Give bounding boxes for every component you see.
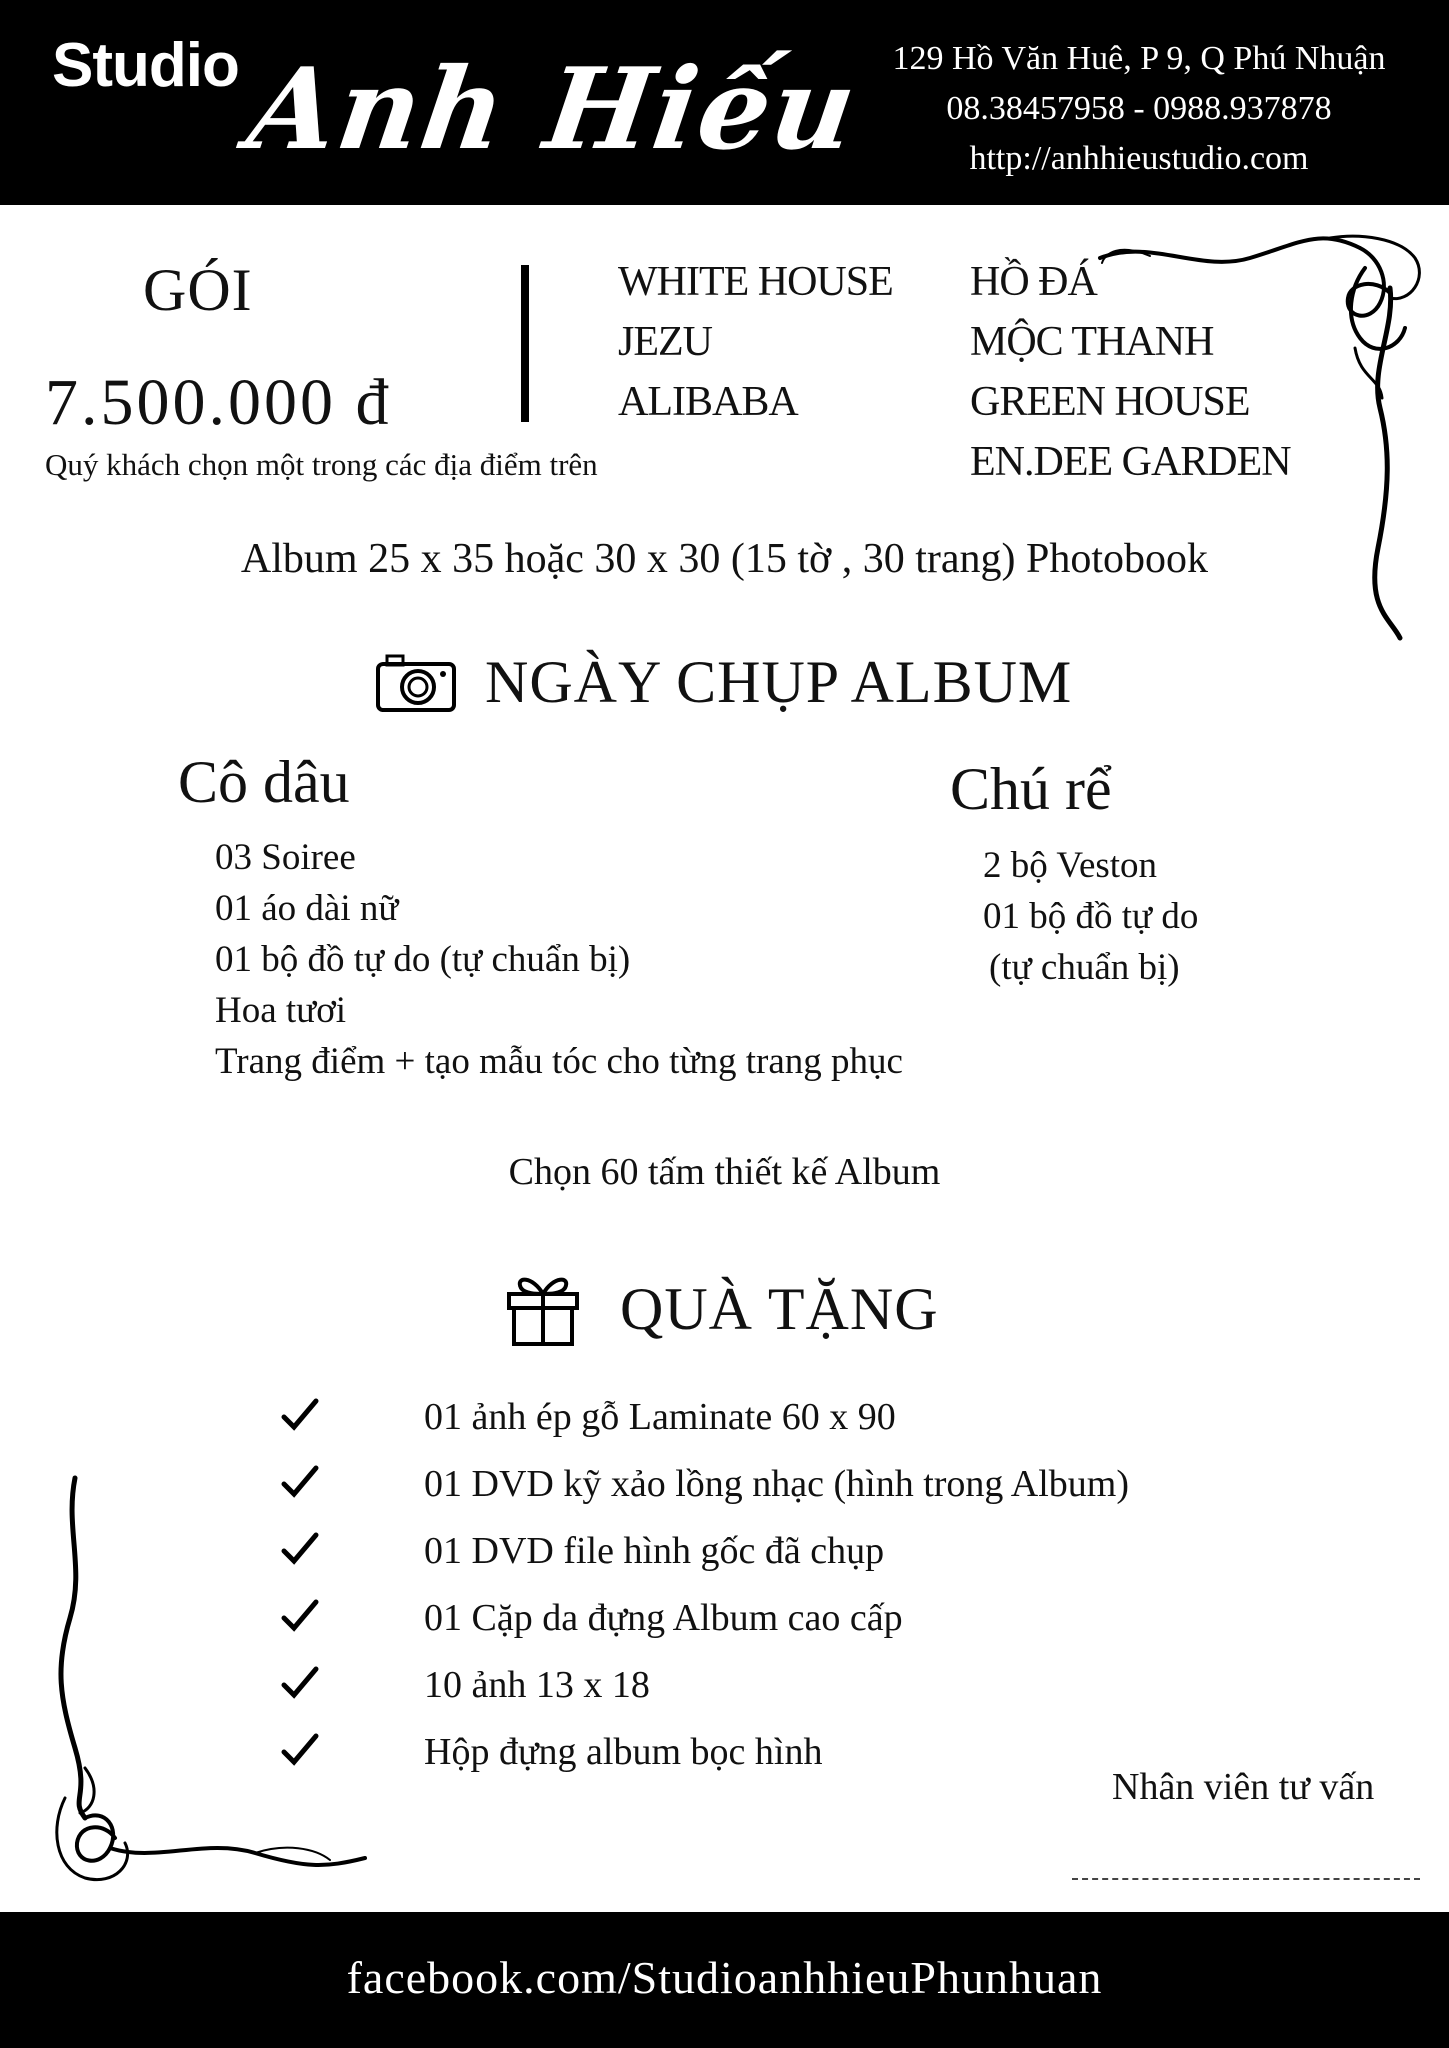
gift-label: 01 DVD kỹ xảo lồng nhạc (hình trong Album) [424,1463,1130,1505]
groom-list [983,840,1198,993]
bride-list [215,832,903,1087]
location-item: JEZU [618,319,712,365]
list-item: Trang điểm + tạo mẫu tóc cho từng trang phục [215,1041,903,1082]
shoot-day-title: NGÀY CHỤP ALBUM [485,649,1073,715]
list-item: 01 bộ đồ tự do [983,896,1199,937]
album-spec: Album 25 x 35 hoặc 30 x 30 (15 tờ , 30 trang) Photobook [240,536,1209,582]
album-selection-note: Chọn 60 tấm thiết kế Album [508,1151,941,1193]
location-item: HỒ ĐÁ [970,259,1097,305]
list-item: Hoa tươi [215,990,347,1031]
location-item: ALIBABA [618,379,798,425]
corner-ornament-bottom-left-icon [45,1468,375,1888]
list-item: 01 bộ đồ tự do (tự chuẩn bị) [215,939,631,980]
location-item: WHITE HOUSE [618,259,893,305]
phone-numbers: 08.38457958 - 0988.937878 [946,90,1332,127]
website-link[interactable]: http://anhhieustudio.com [969,140,1309,177]
consultant-label: Nhân viên tư vấn [1112,1766,1375,1808]
location-item: GREEN HOUSE [970,379,1250,425]
location-item: MỘC THANH [970,319,1214,365]
list-item: (tự chuẩn bị) [989,947,1180,988]
gift-label: 10 ảnh 13 x 18 [424,1664,650,1706]
location-list-1 [618,252,893,432]
checkmark-icon [280,1395,320,1435]
list-item: 2 bộ Veston [983,845,1158,886]
signature-line [1072,1878,1420,1880]
list-item: 03 Soiree [215,837,356,878]
divider [521,265,529,422]
gift-icon [505,1268,581,1348]
address: 129 Hồ Văn Huê, P 9, Q Phú Nhuận [892,40,1386,77]
bride-heading: Cô dâu [178,749,350,815]
facebook-link[interactable]: facebook.com/StudioanhhieuPhunhuan [346,1952,1103,2003]
logo-name-text: Anh Hiếu [240,44,866,175]
gift-label: Hộp đựng album bọc hình [424,1731,823,1773]
location-note: Quý khách chọn một trong các địa điểm trên [45,447,598,482]
location-list-2 [970,252,1291,492]
location-item: EN.DEE GARDEN [970,439,1291,485]
contact-info [859,34,1419,184]
groom-heading: Chú rể [950,756,1112,822]
gift-label: 01 ảnh ép gỗ Laminate 60 x 90 [424,1396,896,1438]
package-price: 7.500.000 đ [45,366,392,439]
gift-label: 01 Cặp da đựng Album cao cấp [424,1597,903,1639]
gifts-title: QUÀ TẶNG [620,1276,939,1342]
package-label: GÓI [143,257,253,323]
logo-studio-text: Studio [52,31,239,100]
gift-label: 01 DVD file hình gốc đã chụp [424,1530,885,1572]
list-item: 01 áo dài nữ [215,888,399,929]
camera-icon [375,652,457,714]
